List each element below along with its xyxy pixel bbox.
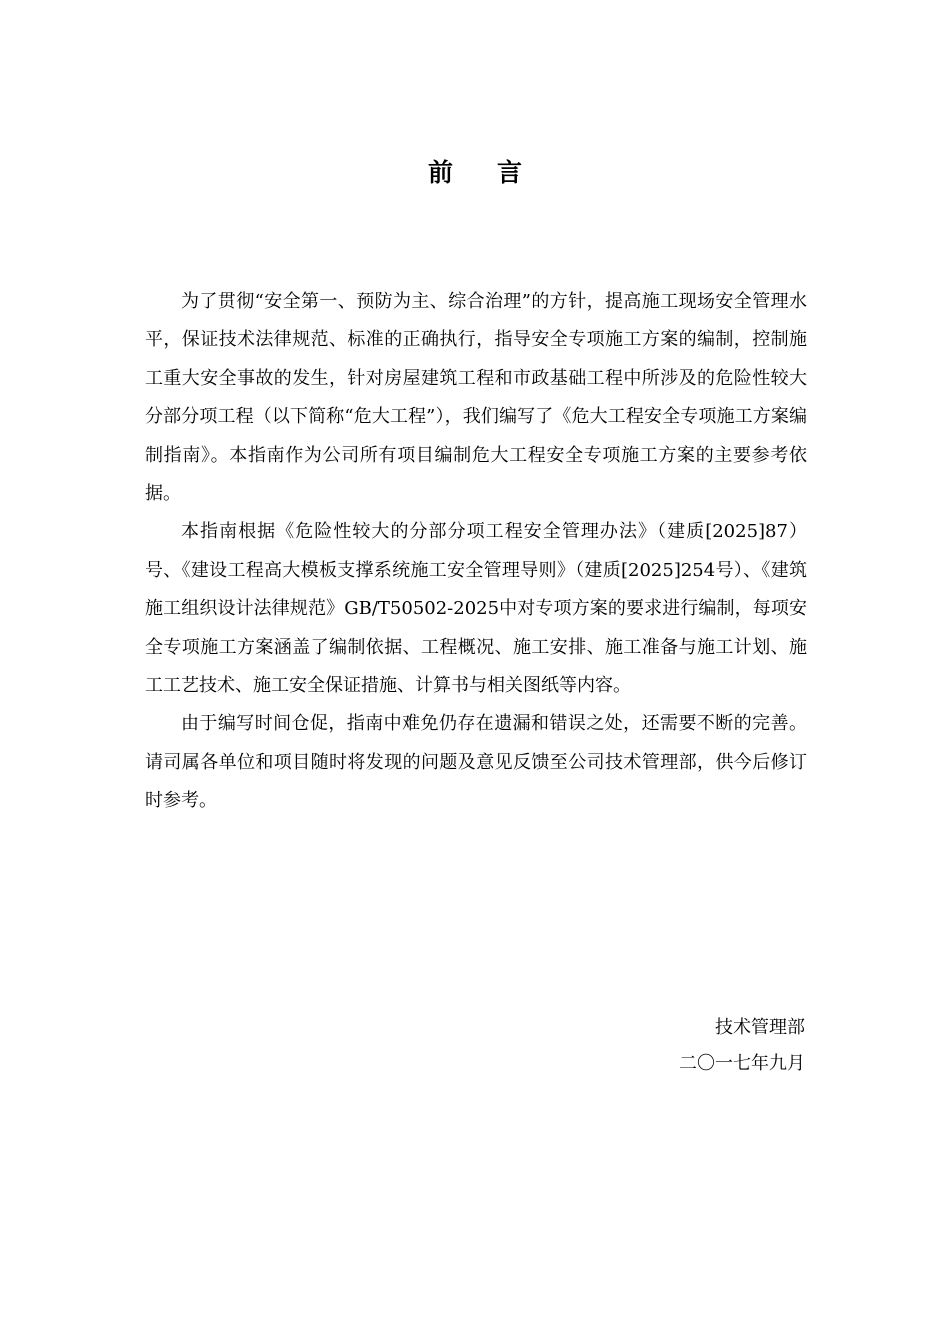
signature-department: 技术管理部: [715, 1017, 805, 1038]
page-title: 前言: [427, 158, 566, 187]
signature-date: 二〇一七年九月: [679, 1053, 805, 1074]
signature-block: [679, 1010, 805, 1082]
paragraph-feedback: 由于编写时间仓促，指南中难免仍存在遗漏和错误之处，还需要不断的完善。请司属各单位和项目随时将发现的问题及意见反馈至公司技术管理部，供今后修订时参考。: [145, 713, 807, 812]
paragraph-basis: 本指南根据《危险性较大的分部分项工程安全管理办法》（建质[2025]87）号、《建设工程高大模板支撑系统施工安全管理导则》（建质[2025]254号）、《建筑施工组织设计法律规范》GB/T50502-2025中对专项方案的要求进行编制，每项安全专项施工方案涵盖了编制依据、工程概况、施工安排、施工准备与施工计划、施工工艺技术、施工安全保证措施、计算书与相关图纸等内容。: [145, 521, 807, 697]
preface-body: [145, 283, 807, 821]
paragraph-purpose: 为了贯彻“安全第一、预防为主、综合治理”的方针，提高施工现场安全管理水平，保证技术法律规范、标准的正确执行，指导安全专项施工方案的编制，控制施工重大安全事故的发生，针对房屋建筑工程和市政基础工程中所涉及的危险性较大分部分项工程（以下简称“危大工程”），我们编写了《危大工程安全专项施工方案编制指南》。本指南作为公司所有项目编制危大工程安全专项施工方案的主要参考依据。: [145, 291, 807, 505]
